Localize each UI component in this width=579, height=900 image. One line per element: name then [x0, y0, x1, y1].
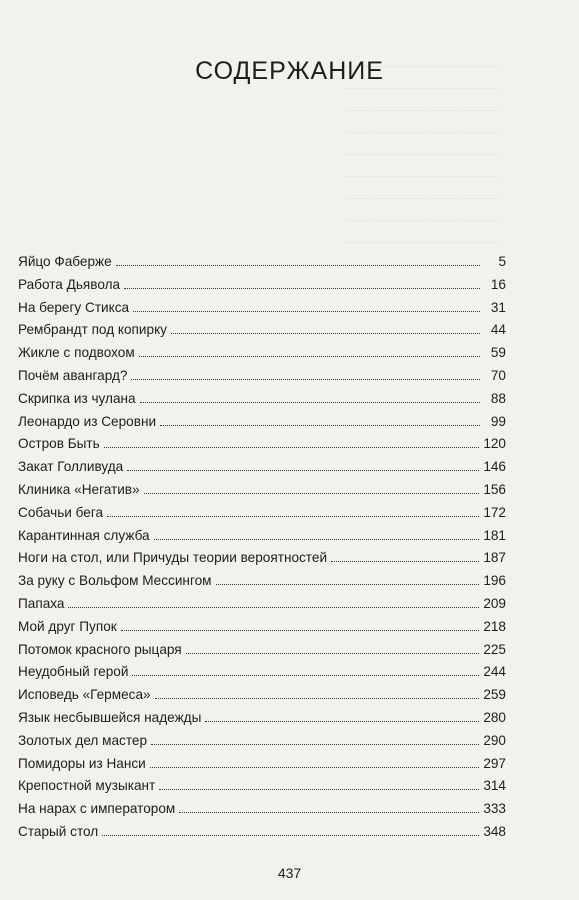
toc-entry-title: Жикле с подвохом	[18, 345, 135, 361]
toc-entry-title: Мой друг Пупок	[18, 618, 117, 634]
toc-entry-page: 146	[483, 459, 506, 475]
show-through-text: —————————————— —————————————— —————————————— —————————————— —————————————— —————————————— —————————————— —————————————— ——————————————	[345, 60, 499, 248]
toc-entry	[18, 456, 506, 479]
toc-entry	[18, 319, 506, 342]
toc-entry	[18, 730, 506, 753]
dot-leader	[150, 767, 480, 768]
dot-leader	[68, 607, 479, 608]
dot-leader	[140, 402, 480, 403]
toc-entry	[18, 775, 506, 798]
dot-leader	[205, 721, 479, 722]
dot-leader	[107, 516, 479, 517]
dot-leader	[159, 789, 479, 790]
toc-entry-page: 225	[483, 641, 506, 657]
toc-entry-page: 209	[483, 595, 506, 611]
toc-entry-title: Собачьи бега	[18, 504, 104, 520]
toc-entry	[18, 388, 506, 411]
toc-entry-title: Скрипка из чулана	[18, 390, 136, 406]
toc-entry	[18, 274, 506, 297]
toc-entry-title: Клиника «Негатив»	[18, 481, 140, 497]
toc-entry-title: Исповедь «Гермеса»	[18, 687, 151, 703]
toc-entry-page: 172	[483, 504, 506, 520]
dot-leader	[124, 288, 480, 289]
table-of-contents	[18, 251, 506, 844]
toc-entry-title: За руку с Вольфом Мессингом	[18, 573, 212, 589]
toc-entry-title: Помидоры из Нанси	[18, 755, 146, 771]
toc-entry	[18, 616, 506, 639]
toc-entry-page: 59	[490, 345, 506, 361]
dot-leader	[179, 812, 479, 813]
toc-entry-title: Ноги на стол, или Причуды теории вероятностей	[18, 550, 328, 566]
dot-leader	[116, 265, 480, 266]
dot-leader	[104, 447, 480, 448]
toc-entry-page: 187	[483, 550, 506, 566]
dot-leader	[127, 470, 479, 471]
toc-entry-page: 181	[483, 527, 506, 543]
dot-leader	[160, 425, 480, 426]
toc-entry	[18, 433, 506, 456]
toc-entry-page: 290	[483, 732, 506, 748]
toc-entry-page: 333	[483, 801, 506, 817]
toc-entry	[18, 251, 506, 274]
toc-entry-title: Неудобный герой	[18, 664, 129, 680]
toc-entry	[18, 570, 506, 593]
toc-entry	[18, 342, 506, 365]
toc-entry-title: Рембрандт под копирку	[18, 322, 167, 338]
toc-entry	[18, 707, 506, 730]
dot-leader	[186, 653, 480, 654]
toc-entry	[18, 365, 506, 388]
dot-leader	[133, 311, 480, 312]
toc-entry-page: 348	[483, 823, 506, 839]
toc-entry-title: Крепостной музыкант	[18, 778, 156, 794]
toc-entry-title: Леонардо из Серовни	[18, 413, 157, 429]
toc-entry-page: 244	[483, 664, 506, 680]
dot-leader	[331, 561, 479, 562]
dot-leader	[139, 356, 480, 357]
toc-entry-title: Работа Дьявола	[18, 276, 121, 292]
dot-leader	[132, 675, 479, 676]
toc-entry	[18, 547, 506, 570]
dot-leader	[155, 698, 480, 699]
toc-entry	[18, 297, 506, 320]
toc-entry-title: Яйцо Фаберже	[18, 254, 112, 269]
toc-entry-title: Старый стол	[18, 823, 99, 839]
dot-leader	[144, 493, 480, 494]
toc-entry-title: Папаха	[18, 595, 65, 611]
toc-entry	[18, 502, 506, 525]
toc-entry	[18, 639, 506, 662]
dot-leader	[121, 630, 480, 631]
toc-entry-page: 297	[483, 755, 506, 771]
toc-entry	[18, 411, 506, 434]
dot-leader	[102, 835, 479, 836]
toc-entry-page: 5	[498, 254, 506, 269]
toc-entry	[18, 753, 506, 776]
toc-entry-page: 259	[483, 687, 506, 703]
toc-entry-title: Язык несбывшейся надежды	[18, 709, 202, 725]
toc-entry-title: Почём авангард?	[18, 367, 128, 383]
toc-entry-page: 88	[490, 390, 506, 406]
toc-entry-page: 196	[483, 573, 506, 589]
toc-entry	[18, 821, 506, 844]
dot-leader	[154, 539, 480, 540]
toc-entry-title: Золотых дел мастер	[18, 732, 148, 748]
toc-entry	[18, 684, 506, 707]
toc-entry-page: 218	[483, 618, 506, 634]
toc-entry	[18, 661, 506, 684]
toc-entry	[18, 525, 506, 548]
toc-entry-page: 99	[490, 413, 506, 429]
toc-entry-page: 120	[483, 436, 506, 452]
toc-entry	[18, 798, 506, 821]
toc-entry-title: На берегу Стикса	[18, 299, 130, 315]
dot-leader	[151, 744, 479, 745]
toc-entry-page: 31	[490, 299, 506, 315]
toc-entry-title: Потомок красного рыцаря	[18, 641, 182, 657]
contents-heading: СОДЕРЖАНИЕ	[195, 57, 384, 85]
toc-entry	[18, 593, 506, 616]
toc-entry-page: 16	[490, 276, 506, 292]
toc-entry-title: Закат Голливуда	[18, 459, 124, 475]
toc-entry	[18, 479, 506, 502]
dot-leader	[216, 584, 480, 585]
toc-entry-page: 280	[483, 709, 506, 725]
toc-entry-title: Остров Быть	[18, 436, 100, 452]
toc-entry-page: 44	[490, 322, 506, 338]
toc-entry-title: На нарах с императором	[18, 801, 176, 817]
dot-leader	[131, 379, 480, 380]
toc-entry-page: 70	[490, 367, 506, 383]
toc-entry-title: Карантинная служба	[18, 527, 150, 543]
dot-leader	[171, 333, 480, 334]
page-number: 437	[277, 865, 302, 881]
toc-entry-page: 314	[483, 778, 506, 794]
toc-entry-page: 156	[483, 481, 506, 497]
